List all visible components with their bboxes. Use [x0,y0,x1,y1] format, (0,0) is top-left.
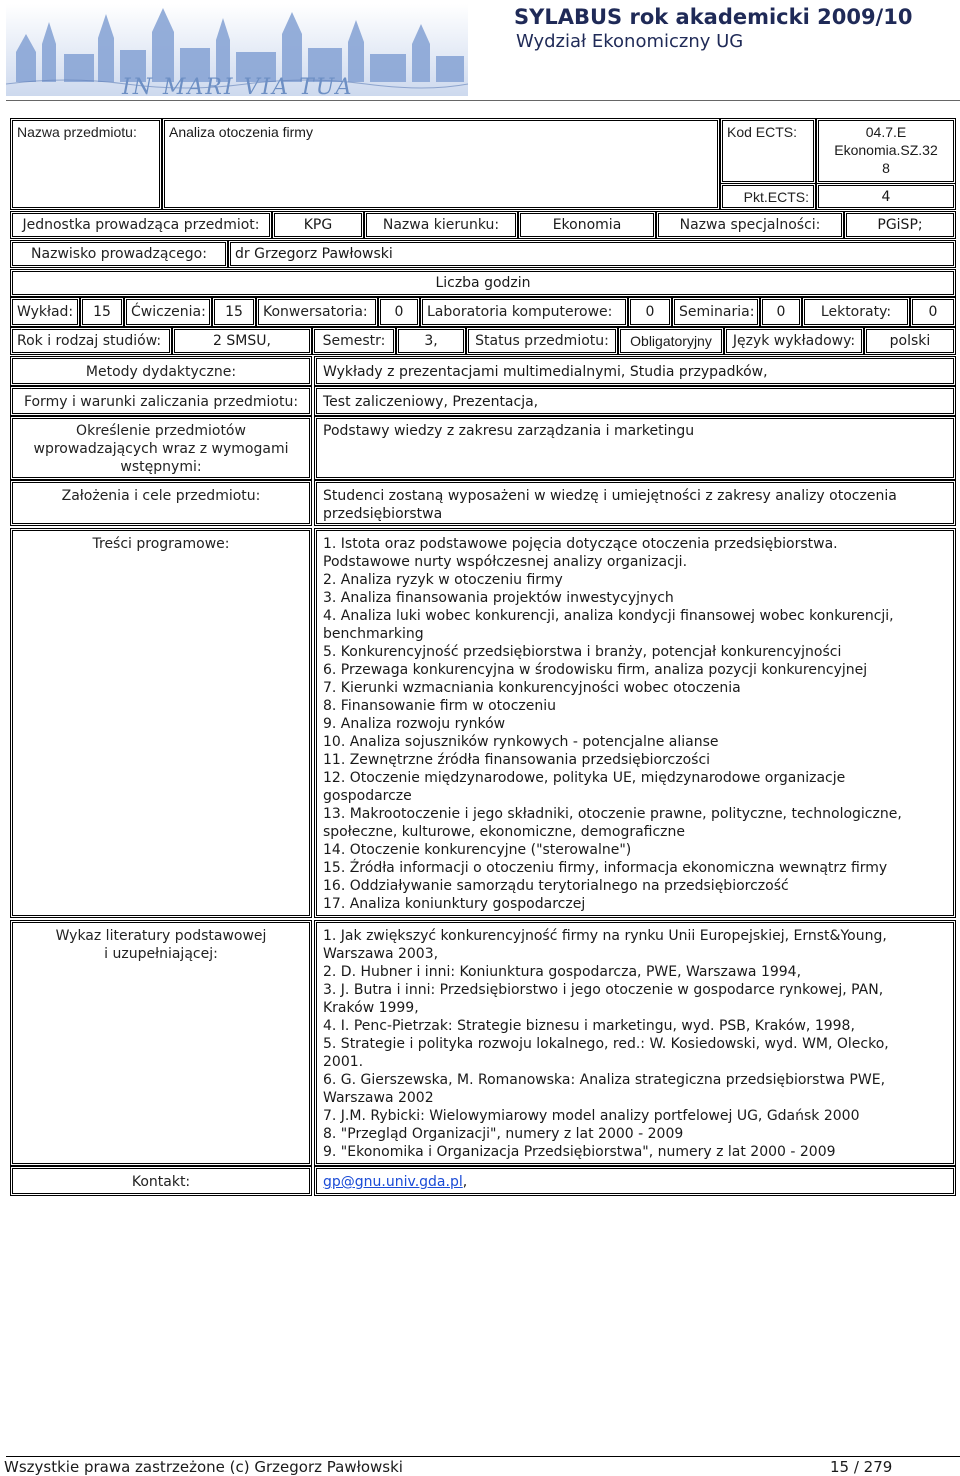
ects-code-label: Kod ECTS: [727,124,798,140]
banner-motto: IN MARI VIA TUA [122,75,354,96]
university-banner [6,4,468,96]
hours-header: Liczba godzin [435,275,531,291]
goals-value-box [316,482,954,524]
study-type-value-box [174,329,310,353]
forms-value-box [316,388,954,414]
conversatory-label: Konwersatoria: [263,304,368,320]
unit-value-box [274,213,362,237]
literature-label-box [12,922,310,1164]
methods-value-box [316,358,954,384]
unit-value: KPG [303,217,333,233]
lecturer-value-box [230,242,954,266]
prereq-value: Podstawy wiedzy z zakresu zarządzania i marketingu [323,423,695,439]
header-divider [6,100,960,101]
goals-label-box [12,482,310,524]
study-type-label: Rok i rodzaj studiów: [17,333,162,349]
lecturer-value: dr Grzegorz Pawłowski [235,246,393,262]
lecture-value-box [82,299,122,325]
footer-divider [6,1456,960,1457]
ects-code-label-box [722,120,814,182]
language-value: polski [889,333,931,349]
course-name-label: Nazwa przedmiotu: [17,124,137,140]
lecture-label-box [12,299,78,325]
status-value-box [620,329,722,353]
field-value: Ekonomia [552,217,622,233]
field-value-box [520,213,654,237]
literature-value-box [316,922,954,1164]
exercises-label: Ćwiczenia: [131,304,206,320]
language-course-label-box [804,299,908,325]
seminar-label-box [674,299,758,325]
lecture-value: 15 [93,304,111,320]
language-label-box [726,329,862,353]
faculty-name: Wydział Ekonomiczny UG [516,31,744,52]
content-value-box [316,530,954,916]
conversatory-label-box [258,299,376,325]
status-value: Obligatoryjny [630,333,712,349]
contact-email-link[interactable]: gp@gnu.univ.gda.pl [323,1174,463,1190]
seminar-value-box [762,299,800,325]
ects-points-label: Pkt.ECTS: [743,189,809,205]
page-header [0,0,960,102]
gdansk-skyline-logo [6,4,468,96]
contact-value-box [316,1168,954,1194]
content-list: 1. Istota oraz podstawowe pojęcia dotyczące otoczenia przedsiębiorstwa. Podstawowe nurty współczesnej analizy organizacji. 2. Analiza ryzyk w otoczeniu firmy 3. Analiza finansowania projektów inwestycyjnych 4. Analiza luki wobec konkurencji, analiza kondycji finansowej wobec konkurencji, benchmarking 5. Konkurencyjność przedsiębiorstwa i branży, potencjał konkurencyjności 6. Przewaga konkurencyjna w środowisku firm, analiza pozycji konkurencyjnej 7. Kierunki wzmacniania konkurencyjności wobec otoczenia 8. Finansowanie firm w otoczeniu 9. Analiza rozwoju rynków 10. Analiza sojuszników rynkowych - potencjalne alianse 11. Zewnętrzne źródła finansowania przedsiębiorczości 12. Otoczenie międzynarodowe, polityka UE, międzynarodowe organizacje gospodarcze 13. Makrootoczenie i jego składniki, otoczenie prawne, polityczne, technologiczne, społeczne, kulturowe, ekonomiczne, demograficzne 14. Otoczenie konkurencyjne ("sterowalne") 15. Źródła informacji o otoczeniu firmy, informacja ekonomiczna wewnątrz firmy 16. Oddziaływanie samorządu terytorialnego na przedsiębiorczość 17. Analiza koniunktury gospodarczej [323,536,902,912]
course-name-value: Analiza otoczenia firmy [169,124,313,140]
language-course-value: 0 [928,304,938,320]
goals-label: Założenia i cele przedmiotu: [61,488,261,504]
language-label: Język wykładowy: [732,333,856,349]
conversatory-value: 0 [394,304,404,320]
content-label-box [12,530,310,916]
field-label: Nazwa kierunku: [382,217,500,233]
ects-code-value: 04.7.E Ekonomia.SZ.32 8 [834,124,938,176]
lecturer-label: Nazwisko prowadzącego: [31,246,207,262]
seminar-label: Seminaria: [679,304,755,320]
language-course-value-box [912,299,954,325]
lecture-label: Wykład: [17,304,74,320]
conversatory-value-box [380,299,418,325]
ects-code-value-box [818,120,954,182]
exercises-label-box [126,299,210,325]
exercises-value: 15 [225,304,243,320]
spec-value-box [846,213,954,237]
unit-label: Jednostka prowadząca przedmiot: [22,217,260,233]
methods-label: Metody dydaktyczne: [85,364,237,380]
field-label-box [366,213,516,237]
exercises-value-box [214,299,254,325]
contact-label-box [12,1168,310,1194]
methods-label-box [12,358,310,384]
forms-label-box [12,388,310,414]
language-course-label: Lektoraty: [820,304,892,320]
hours-header-box [12,271,954,295]
footer-copyright: Wszystkie prawa zastrzeżone (c) Grzegorz Pawłowski [4,1458,403,1476]
prereq-value-box [316,418,954,478]
literature-list: 1. Jak zwiększyć konkurencyjność firmy na rynku Unii Europejskiej, Ernst&Young, Warszawa 2003, 2. D. Hubner i inni: Koniunktura gospodarcza, PWE, Warszawa 1994, 3. J. Butra i inni: Przedsiębiorstwo i jego otoczenie w gospodarce rynkowej, PAN, Kraków 1999, 4. I. Penc-Pietrzak: Strategie biznesu i marketingu, wyd. PSB, Kraków, 1998, 5. Strategie i polityka rozwoju lokalnego, red.: W. Kosiedowski, wyd. WM, Olecko, 2001. 6. G. Gierszewska, M. Romanowska: Analiza strategiczna przedsiębiorstwa PWE, Warszawa 2002 7. J.M. Rybicki: Wielowymiarowy model analizy portfelowej UG, Gdańsk 2000 8. "Przegląd Organizacji", numery z lat 2000 - 2009 9. "Ekonomika i Organizacja Przedsiębiorstwa", numery z lat 2000 - 2009 [323,928,889,1160]
lab-label: Laboratoria komputerowe: [427,304,613,320]
forms-value: Test zaliczeniowy, Prezentacja, [323,394,539,410]
status-label: Status przedmiotu: [475,333,609,349]
spec-label-box [658,213,842,237]
prereq-label: Określenie przedmiotów wprowadzających wraz z wymogami wstępnymi: [33,423,289,475]
contact-value [319,1171,951,1193]
ects-points-label-box [722,185,814,208]
spec-label: Nazwa specjalności: [679,217,821,233]
lab-value-box [630,299,670,325]
language-value-box [866,329,954,353]
unit-label-box [12,213,270,237]
lab-value: 0 [645,304,655,320]
content-label: Treści programowe: [92,536,230,552]
status-label-box [468,329,616,353]
study-type-value: 2 SMSU, [213,333,271,349]
syllabus-title: SYLABUS rok akademicki 2009/10 [514,5,913,29]
prereq-label-box [12,418,310,478]
ects-points-value: 4 [881,189,891,205]
seminar-value: 0 [776,304,786,320]
contact-suffix: , [462,1174,468,1190]
semester-value-box [398,329,464,353]
contact-label: Kontakt: [131,1174,191,1190]
lecturer-label-box [12,242,226,266]
semester-value: 3, [424,333,438,349]
course-name-value-box [164,120,718,208]
goals-value: Studenci zostaną wyposażeni w wiedzę i umiejętności z zakresy analizy otoczenia przedsiębiorstwa [323,488,897,522]
footer-page-number: 15 / 279 [830,1458,893,1476]
literature-label: Wykaz literatury podstawowej i uzupełniającej: [55,928,267,962]
ects-points-value-box [818,185,954,208]
lab-label-box [422,299,626,325]
course-name-label-box [12,120,160,208]
forms-label: Formy i warunki zaliczania przedmiotu: [23,394,299,410]
spec-value: PGiSP; [877,217,923,233]
study-type-label-box [12,329,170,353]
methods-value: Wykłady z prezentacjami multimedialnymi, Studia przypadków, [323,364,768,380]
semester-label-box [314,329,394,353]
semester-label: Semestr: [322,333,386,349]
